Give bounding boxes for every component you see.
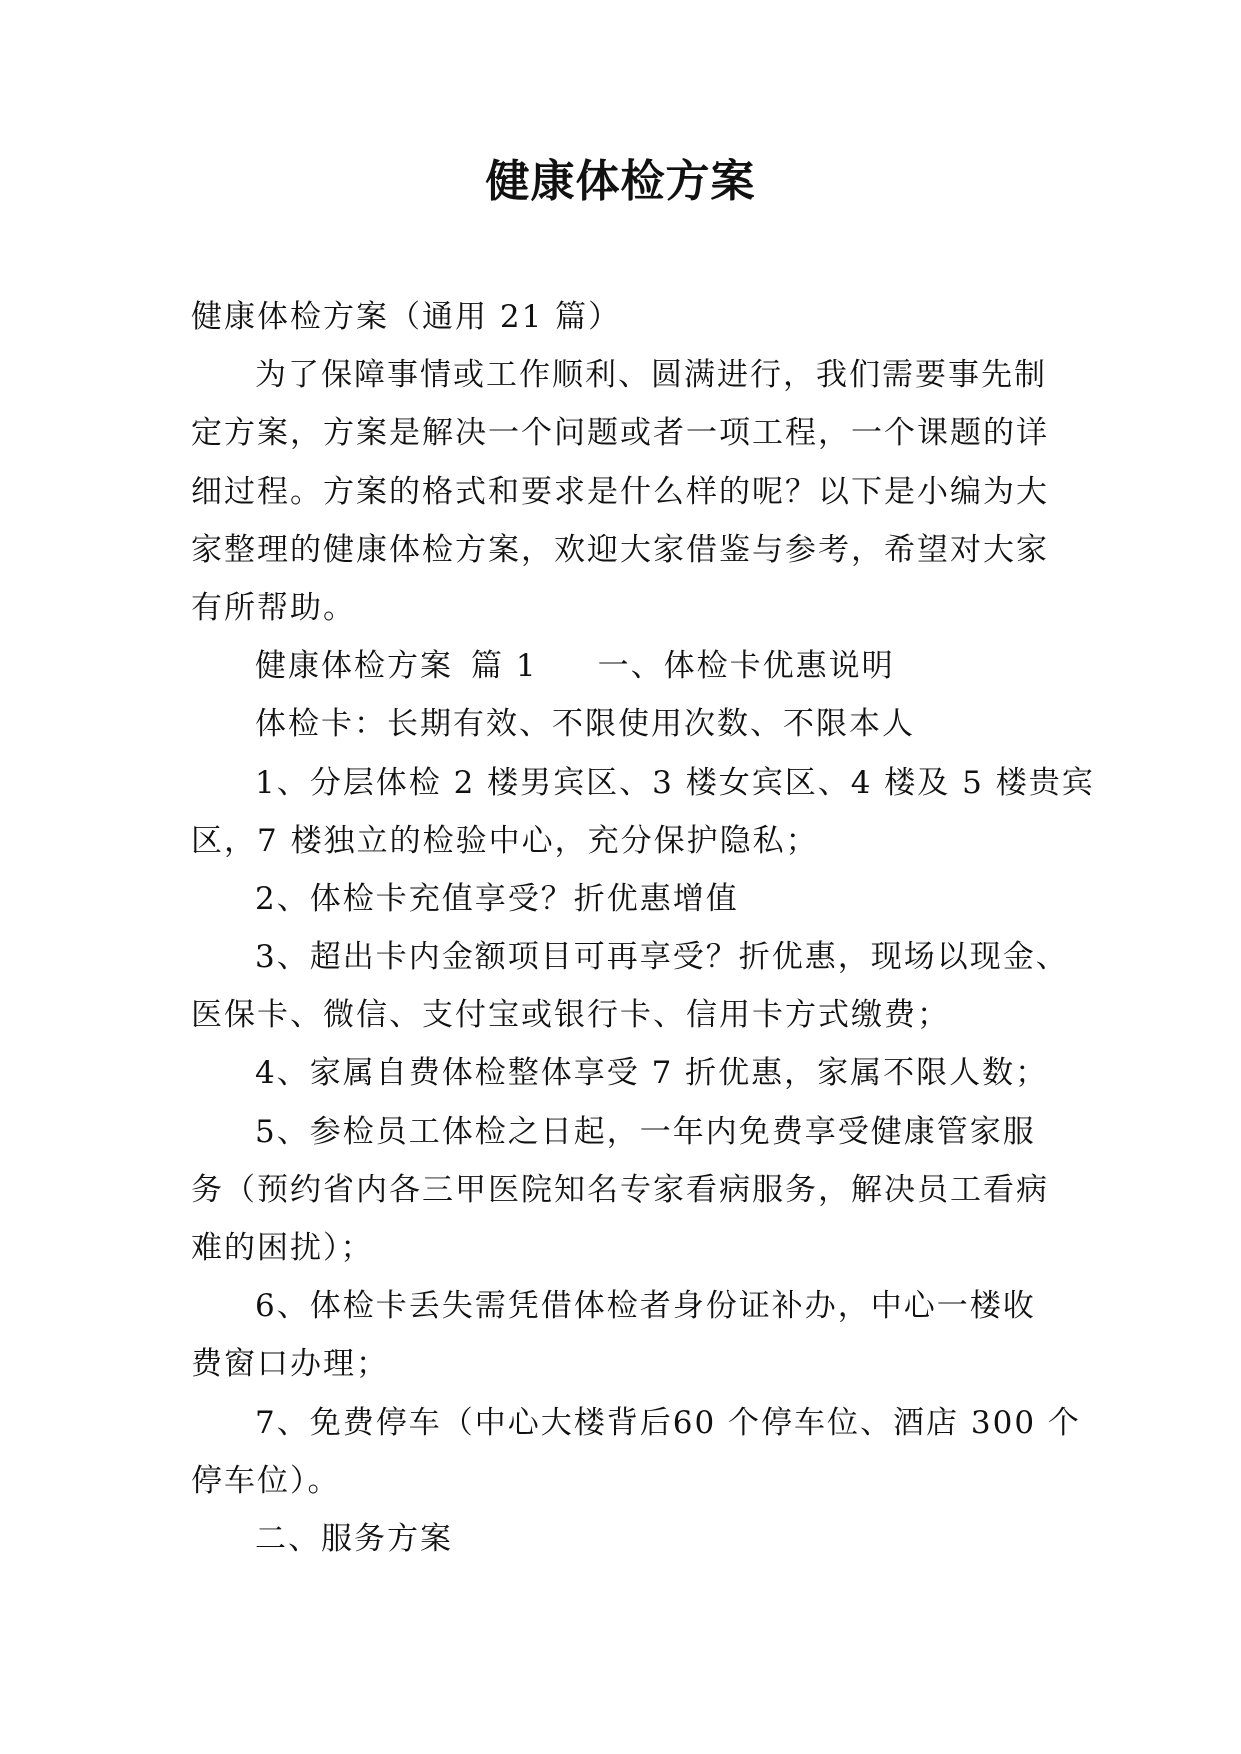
section1-header xyxy=(191,637,1051,695)
item-5-line-2: 务（预约省内各三甲医院知名专家看病服务，解决员工看病 xyxy=(191,1171,1049,1208)
document-title: 健康体检方案 xyxy=(485,156,756,207)
item-2-line-1: 2、体检卡充值享受？折优惠增值 xyxy=(255,880,739,917)
item-6-line-1: 6、体检卡丢失需凭借体检者身份证补办，中心一楼收 xyxy=(255,1288,1036,1325)
intro-line-4: 家整理的健康体检方案，欢迎大家借鉴与参考，希望对大家 xyxy=(191,531,1049,568)
section1-part-number: 篇 1 xyxy=(471,648,538,685)
item-1-line-2: 区，7 楼独立的检验中心，充分保护隐私； xyxy=(191,822,819,859)
item-4-line-1: 4、家属自费体检整体享受 7 折优惠，家属不限人数； xyxy=(255,1055,1049,1092)
item-7-line-1: 7、免费停车（中心大楼背后60 个停车位、酒店 300 个 xyxy=(255,1404,1081,1441)
item-7-line-2: 停车位）。 xyxy=(191,1462,341,1499)
intro-line-2: 定方案，方案是解决一个问题或者一项工程，一个课题的详 xyxy=(191,415,1049,452)
document-body xyxy=(191,288,1095,1568)
item-5-line-3: 难的困扰）； xyxy=(191,1230,374,1266)
intro-line-1: 为了保障事情或工作顺利、圆满进行，我们需要事先制 xyxy=(255,357,1047,394)
item-3-line-1: 3、超出卡内金额项目可再享受？折优惠，现场以现金、 xyxy=(255,939,1069,976)
item-6-line-2: 费窗口办理； xyxy=(191,1346,389,1383)
intro-line-3: 细过程。方案的格式和要求是什么样的呢？以下是小编为大 xyxy=(191,473,1049,510)
item-5-line-1: 5、参检员工体检之日起，一年内免费享受健康管家服 xyxy=(255,1113,1036,1150)
section1-doc-name: 健康体检方案 xyxy=(255,648,453,685)
intro-line-5: 有所帮助。 xyxy=(191,589,356,626)
item-3-line-2: 医保卡、微信、支付宝或银行卡、信用卡方式缴费； xyxy=(191,997,950,1034)
item-1-line-1: 1、分层体检 2 楼男宾区、3 楼女宾区、4 楼及 5 楼贵宾 xyxy=(255,764,1095,801)
section2-header: 二、服务方案 xyxy=(255,1520,453,1557)
card-description: 体检卡：长期有效、不限使用次数、不限本人 xyxy=(255,706,915,743)
document-subtitle: 健康体检方案（通用 21 篇） xyxy=(191,299,622,335)
section1-heading: 一、体检卡优惠说明 xyxy=(597,648,895,685)
